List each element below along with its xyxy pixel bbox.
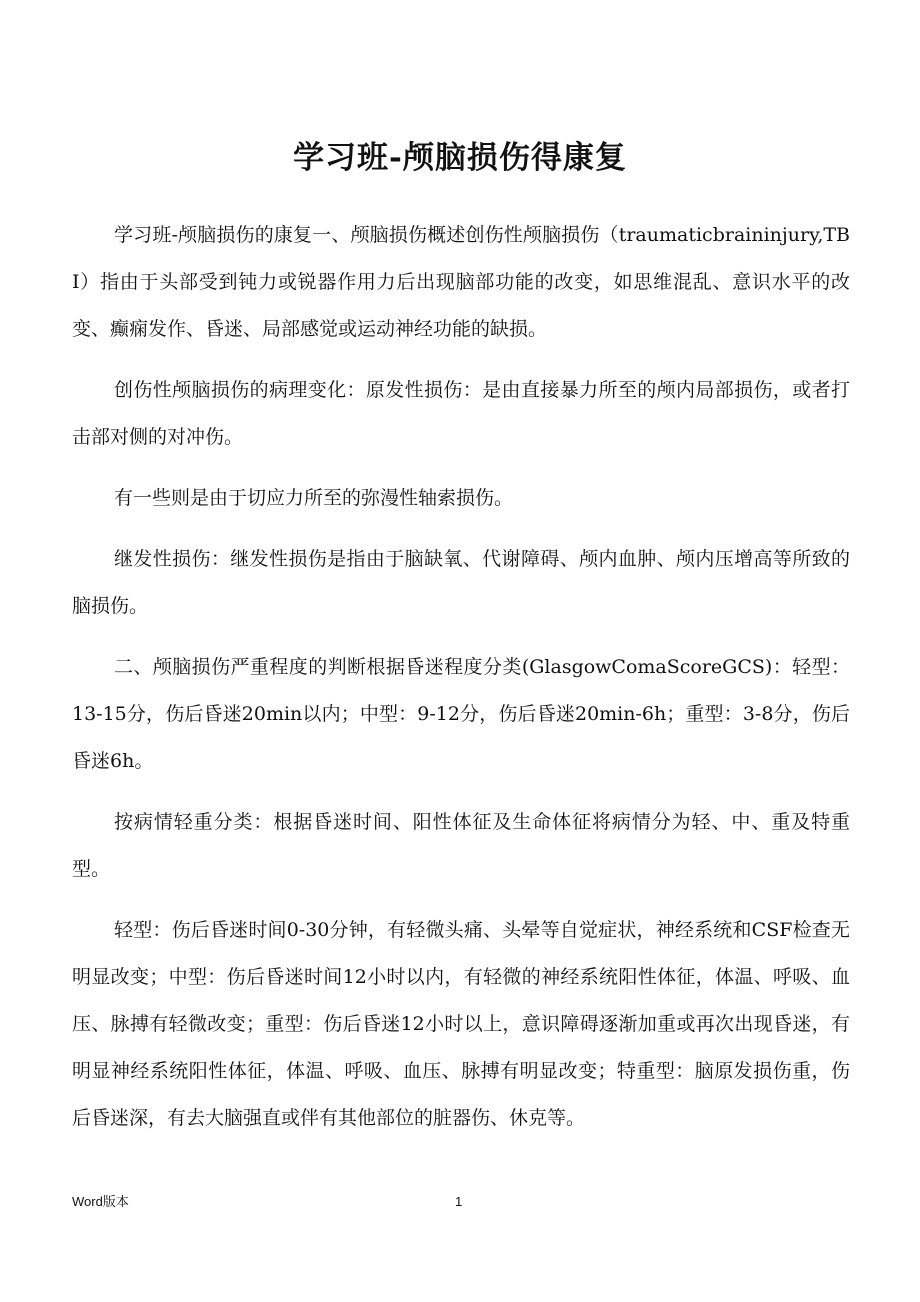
paragraph: 二、颅脑损伤严重程度的判断根据昏迷程度分类(GlasgowComaScoreGCS)：轻型：13-15分，伤后昏迷20min以内；中型：9-12分，伤后昏迷20min-6h；重型：3-8分，伤后昏迷6h。	[72, 656, 850, 772]
document-title: 学习班-颅脑损伤得康复	[293, 140, 627, 176]
page-number: 1	[455, 1194, 463, 1209]
paragraph: 轻型：伤后昏迷时间0-30分钟，有轻微头痛、头晕等自觉症状，神经系统和CSF检查无明显改变；中型：伤后昏迷时间12小时以内，有轻微的神经系统阳性体征，体温、呼吸、血压、脉搏有轻微改变；重型：伤后昏迷12小时以上，意识障碍逐渐加重或再次出现昏迷，有明显神经系统阳性体征，体温、呼吸、血压、脉搏有明显改变；特重型：脑原发损伤重，伤后昏迷深，有去大脑强直或伴有其他部位的脏器伤、休克等。	[72, 919, 850, 1129]
paragraph: 按病情轻重分类：根据昏迷时间、阳性体征及生命体征将病情分为轻、中、重及特重型。	[72, 811, 850, 880]
footer-label: Word版本	[72, 1194, 129, 1209]
paragraph: 学习班-颅脑损伤的康复一、颅脑损伤概述创伤性颅脑损伤（traumaticbraininjury,TBI）指由于头部受到钝力或锐器作用力后出现脑部功能的改变，如思维混乱、意识水平的改变、癫痫发作、昏迷、局部感觉或运动神经功能的缺损。	[72, 224, 850, 340]
paragraph: 有一些则是由于切应力所至的弥漫性轴索损伤。	[114, 487, 514, 509]
document-body	[72, 212, 850, 1156]
paragraph: 继发性损伤：继发性损伤是指由于脑缺氧、代谢障碍、颅内血肿、颅内压增高等所致的脑损伤。	[72, 548, 850, 617]
paragraph: 创伤性颅脑损伤的病理变化：原发性损伤：是由直接暴力所至的颅内局部损伤，或者打击部对侧的对冲伤。	[72, 379, 850, 448]
